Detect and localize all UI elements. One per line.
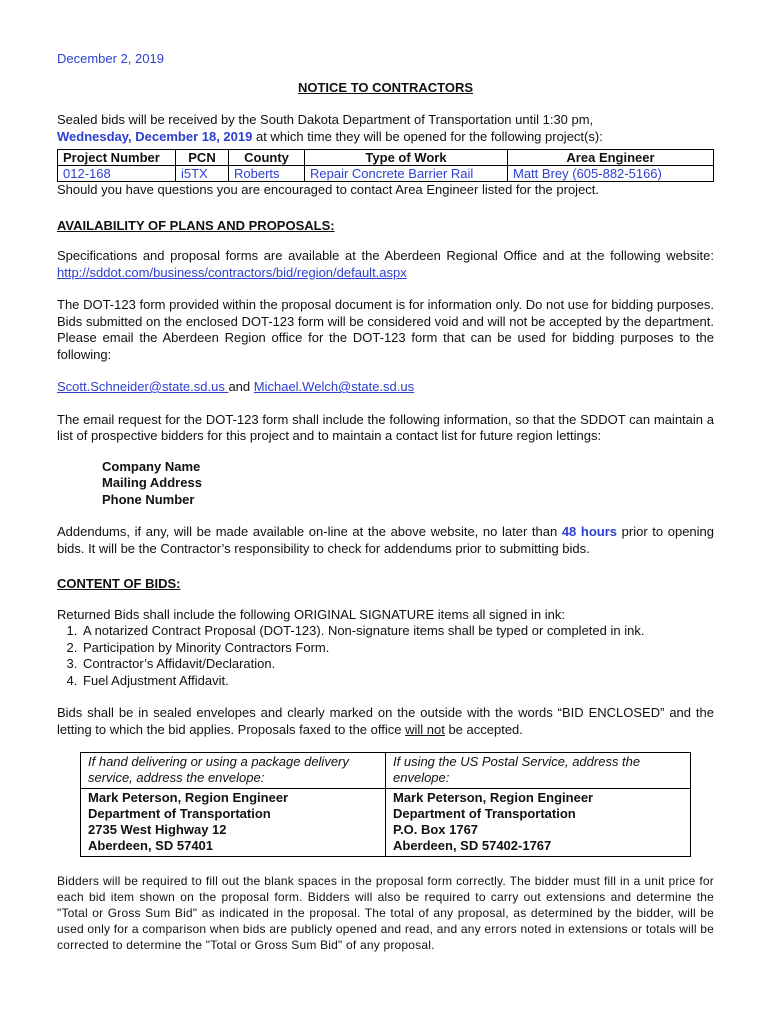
availability-heading: AVAILABILITY OF PLANS AND PROPOSALS: bbox=[57, 217, 335, 233]
postal-service-address bbox=[386, 788, 691, 856]
header-area-engineer: Area Engineer bbox=[508, 150, 714, 166]
list-item: 3. Contractor’s Affidavit/Declaration. bbox=[81, 656, 714, 673]
bid-deadline: Wednesday, December 18, 2019 bbox=[57, 128, 253, 144]
email-and: and bbox=[228, 379, 254, 394]
address-line: Department of Transportation bbox=[393, 805, 576, 821]
contact-info-list bbox=[102, 459, 714, 509]
content-intro: Returned Bids shall include the following ORIGINAL SIGNATURE items all signed in ink: bbox=[57, 606, 565, 622]
website-link[interactable]: http://sddot.com/business/contractors/bid/region/default.aspx bbox=[57, 264, 407, 280]
address-line: Aberdeen, SD 57401 bbox=[88, 838, 214, 854]
addenda-text: Addendums, if any, will be made available on-line at the above website, no later than bbox=[57, 524, 562, 539]
email-link-scott[interactable]: Scott.Schneider@state.sd.us bbox=[57, 379, 229, 394]
dot123-paragraph: The DOT-123 form provided within the proposal document is for information only. Do not use for bidding purposes. Bids submitted on the enclosed DOT-123 form will be considered void and will not be accepted by the department. Please email the Aberdeen Region office for the DOT-123 form that can be used for bidding purposes to the following: bbox=[57, 297, 714, 362]
will-not-text: will not bbox=[405, 721, 445, 737]
content-heading: CONTENT OF BIDS: bbox=[57, 576, 181, 591]
list-item: Phone Number bbox=[102, 491, 195, 507]
address-line: 2735 West Highway 12 bbox=[88, 822, 227, 838]
addenda-paragraph bbox=[57, 524, 714, 557]
header-type-of-work: Type of Work bbox=[305, 150, 508, 166]
projects-header-row bbox=[58, 150, 714, 166]
closing-paragraph: Bidders will be required to fill out the blank spaces in the proposal form correctly. The bidder must fill in a unit price for each bid item shown on the proposal form. Bidders will also be required to carry out extensions and determine the "Total or Gross Sum Bid" as indicated in the proposal. The total of any proposal, as determined by the bidder, will be used only for a comparison when bids are publicly opened and read, and any errors noted in extensions or totals will be corrected to determine the "Total or Gross Sum Bid" of any proposal. bbox=[57, 873, 714, 952]
addenda-hours: 48 hours bbox=[561, 524, 618, 539]
intro-text-end: at which time they will be opened for the following project(s): bbox=[252, 128, 603, 144]
list-item: 2. Participation by Minority Contractors Form. bbox=[81, 640, 714, 657]
list-item: Mailing Address bbox=[102, 475, 202, 490]
address-table bbox=[80, 752, 691, 857]
addenda-text-end: prior to opening bids. It will be the Contractor’s responsibility to check for addendums prior to submitting bids. bbox=[57, 524, 715, 556]
header-county: County bbox=[229, 150, 305, 166]
address-line: Department of Transportation bbox=[88, 805, 271, 821]
page-title: NOTICE TO CONTRACTORS bbox=[297, 79, 474, 95]
header-pcn: PCN bbox=[176, 150, 229, 166]
intro-text: Sealed bids will be received by the South Dakota Department of Transportation until 1:30 pm, bbox=[57, 112, 594, 127]
list-item: 1. A notarized Contract Proposal (DOT-123). Non-signature items shall be typed or completed in ink. bbox=[81, 623, 714, 640]
intro-paragraph bbox=[57, 112, 714, 145]
questions-note: Should you have questions you are encouraged to contact Area Engineer listed for the project. bbox=[57, 182, 600, 197]
table-row bbox=[58, 166, 714, 182]
address-line: Aberdeen, SD 57402-1767 bbox=[393, 838, 552, 854]
availability-text: Specifications and proposal forms are available at the Aberdeen Regional Office and at the following website: bbox=[57, 248, 714, 263]
county-cell: Roberts bbox=[229, 166, 305, 182]
hand-delivery-header: If hand delivering or using a package delivery service, address the envelope: bbox=[81, 753, 386, 789]
type-of-work-cell: Repair Concrete Barrier Rail bbox=[305, 166, 508, 182]
list-item: Company Name bbox=[102, 458, 201, 474]
envelope-text: Bids shall be in sealed envelopes and clearly marked on the outside with the words “BID ENCLOSED” and the letting to which the bid applies. Proposals faxed to the office bbox=[57, 705, 714, 737]
address-line: P.O. Box 1767 bbox=[393, 822, 479, 838]
project-number-cell: 012-168 bbox=[58, 166, 176, 182]
email-line bbox=[57, 379, 714, 396]
header-project-number: Project Number bbox=[58, 150, 176, 166]
email-request-paragraph: The email request for the DOT-123 form shall include the following information, so that the SDDOT can maintain a list of prospective bidders for this project and to maintain a contact list for future region lettings: bbox=[57, 411, 714, 443]
envelope-text-end: be accepted. bbox=[444, 721, 523, 737]
projects-table bbox=[57, 149, 714, 182]
signature-items-list bbox=[57, 623, 714, 689]
availability-paragraph bbox=[57, 248, 714, 281]
address-line: Mark Peterson, Region Engineer bbox=[393, 789, 594, 805]
hand-delivery-address bbox=[81, 788, 386, 856]
address-line: Mark Peterson, Region Engineer bbox=[88, 789, 289, 805]
pcn-cell: i5TX bbox=[176, 166, 229, 182]
email-link-michael[interactable]: Michael.Welch@state.sd.us bbox=[253, 379, 415, 394]
postal-service-header: If using the US Postal Service, address the envelope: bbox=[386, 753, 691, 789]
notice-date: December 2, 2019 bbox=[57, 51, 164, 66]
area-engineer-cell: Matt Brey (605-882-5166) bbox=[508, 166, 714, 182]
list-item: 4. Fuel Adjustment Affidavit. bbox=[81, 673, 714, 690]
envelope-paragraph bbox=[57, 705, 714, 738]
document-page bbox=[57, 50, 714, 953]
